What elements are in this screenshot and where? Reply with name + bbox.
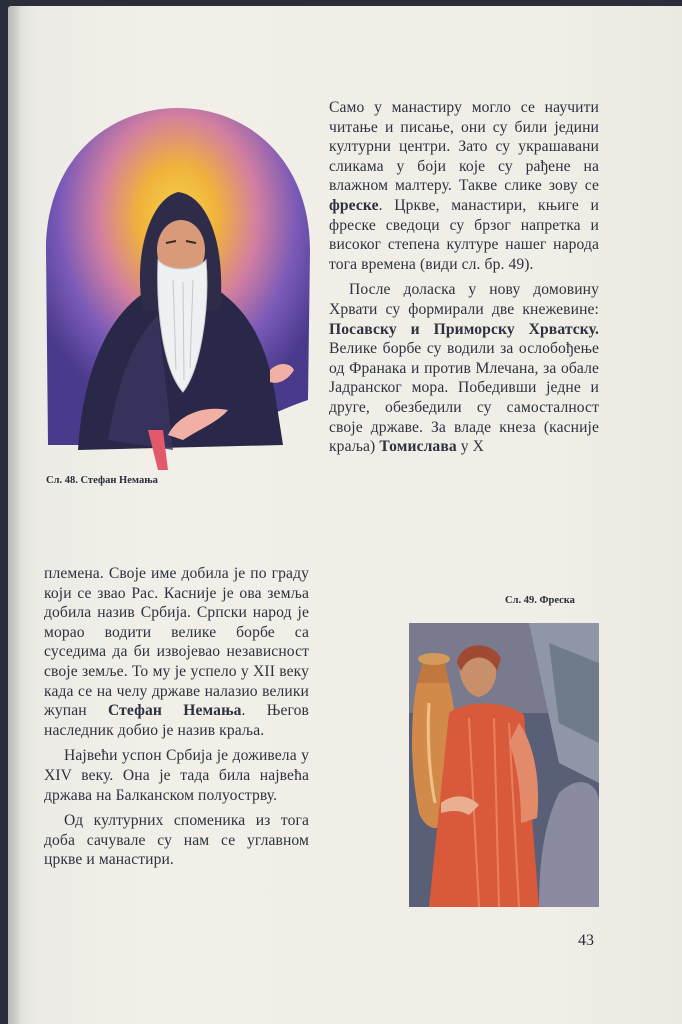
paragraph-serbia: племена. Своје име добила је по граду који се звао Рас. Касније је ова земља добила назив Србија. Српски народ је морао водити велике борбе са суседима да би извојевао независност своје земље. То му је успело у XII веку када се на челу државе налазио велики жупан Стефан Немања. Његов наследник добио је назив краља. (44, 565, 309, 739)
left-column-text (44, 564, 309, 876)
figure-48-stefan-nemanja-illustration (38, 100, 316, 472)
book-page (8, 6, 682, 1024)
right-column-text (329, 98, 599, 463)
figure-49-caption: Сл. 49. Фреска (505, 595, 575, 606)
figure-49-fresco-image (409, 623, 599, 907)
page-gutter-shadow (8, 6, 22, 1024)
term-freske: фреске (329, 196, 379, 214)
term-posavska-primorska: Посавску и Приморску Хрватску. (329, 320, 599, 338)
paragraph-monasteries: Само у манастиру могло се научити читање и писање, они су били једини културни центри. Зато су украшавани сликама у боји које су рађене на влажном малтеру. Такве слике зову се фреске. Цркве, манастири, књиге и фреске сведоци су брзог напретка и високог степена културе нашег народа тога времена (види сл. бр. 49). (329, 99, 599, 273)
paragraph-croats: После доласка у нову домовину Хрвати су формирали две кнежевине: Посавску и Приморску Хрватску. Велике борбе су водили за ослобођење од Франака и против Млечана, за обале Јадранског мора. Победивши једне и друге, обезбедили су самосталност своје државе. За владе кнеза (касније краља) Томислава у X (329, 281, 599, 456)
paragraph-monuments: Од културних споменика из тога доба сачувале су нам се углавном цркве и манастири. (44, 812, 309, 869)
term-stefan-nemanja: Стефан Немања (108, 702, 242, 720)
page-number: 43 (578, 932, 594, 949)
figure-48-caption: Сл. 48. Стефан Немања (46, 475, 158, 486)
term-tomislav: Томислава (379, 438, 457, 456)
paragraph-xiv-century: Највећи успон Србија је доживела у XIV веку. Она је тада била највећа држава на Балканском полуострву. (44, 747, 309, 804)
